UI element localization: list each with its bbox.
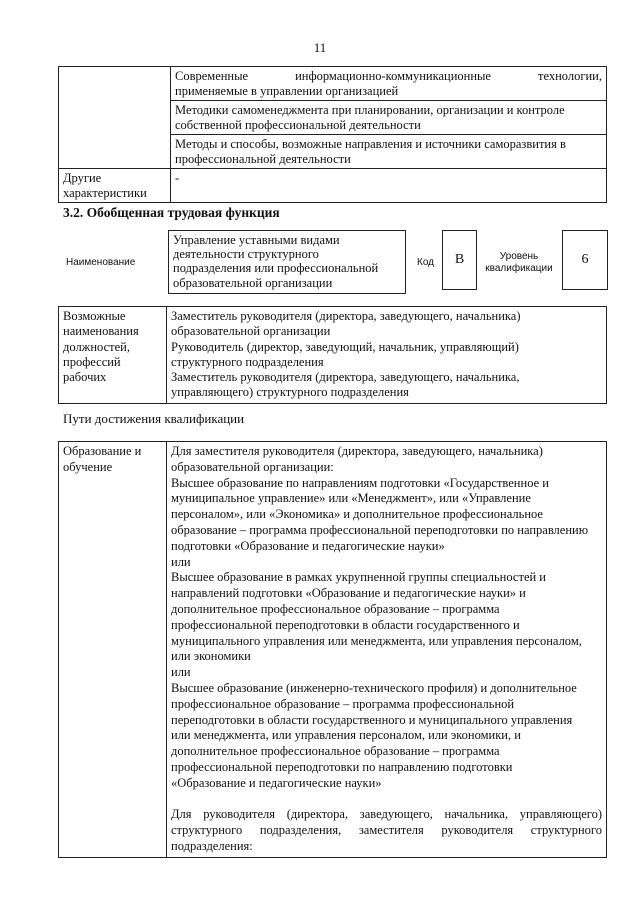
- knowledge-line: собственной профессиональной деятельности: [175, 117, 421, 132]
- education-line: или менеджмента, или управления персоналом, или экономики, и: [171, 728, 521, 743]
- education-line: образование – программа профессиональной переподготовки по направлению: [171, 522, 589, 537]
- knowledge-cell: [171, 67, 607, 101]
- positions-label-line: наименования: [63, 324, 139, 339]
- position-line: Заместитель руководителя (директора, заведующего, начальника): [171, 309, 521, 323]
- education-label-line: обучение: [63, 459, 113, 474]
- positions-label-line: должностей,: [63, 339, 130, 354]
- knowledge-line: Методы и способы, возможные направления и источники саморазвития в: [175, 137, 566, 151]
- education-line: муниципального управления или менеджмента, или управления персоналом,: [171, 633, 582, 648]
- education-line: Высшее образование в рамках укрупненной группы специальностей и: [171, 570, 546, 585]
- education-line: подготовки «Образование и педагогические науки»: [171, 538, 445, 553]
- page-number: 11: [313, 40, 327, 55]
- education-line: структурного подразделения, заместителя руководителя структурного: [171, 823, 602, 838]
- positions-label-line: Возможные: [63, 309, 126, 323]
- education-line: переподготовки в области государственного и муниципального управления: [171, 712, 573, 727]
- education-lines: [171, 444, 602, 792]
- education-label-line: Образование и: [63, 444, 142, 458]
- education-line: подразделения:: [171, 838, 253, 853]
- education-line: профессиональное образование – программа профессиональной: [171, 696, 515, 711]
- education-line: профессиональной переподготовки по направлению подготовки: [171, 759, 513, 774]
- position-line: образовательной организации: [171, 324, 331, 339]
- level-value: 6: [562, 230, 608, 290]
- level-label-line: квалификации: [485, 263, 553, 274]
- knowledge-line: профессиональной деятельности: [175, 151, 351, 166]
- code-value: B: [442, 230, 477, 290]
- table-row: [59, 67, 607, 101]
- education-line: Для заместителя руководителя (директора, заведующего, начальника): [171, 444, 543, 458]
- education-label: [59, 442, 167, 858]
- education-content: [167, 442, 607, 858]
- knowledge-table: [58, 66, 607, 203]
- education-line: направлений подготовки «Образование и педагогические науки» и: [171, 586, 526, 601]
- education-line: образовательной организации:: [171, 459, 334, 474]
- knowledge-cell: [171, 101, 607, 135]
- other-characteristics-value: -: [171, 169, 607, 203]
- section-title: 3.2. Обобщенная трудовая функция: [63, 205, 280, 220]
- education-line: профессиональной переподготовки в области государственного и: [171, 617, 520, 632]
- positions-label: [59, 307, 167, 404]
- education-line: муниципальное управление» или «Менеджмент», или «Управление: [171, 491, 531, 506]
- position-line: Заместитель руководителя (директора, заведующего, начальника,: [171, 370, 520, 385]
- positions-table: [58, 306, 607, 404]
- split-word: информационно-коммуникационные: [295, 69, 491, 83]
- positions-label-line: профессий: [63, 354, 121, 369]
- level-label: [483, 251, 555, 275]
- education-line: «Образование и педагогические науки»: [171, 775, 382, 790]
- knowledge-label-cell: [59, 67, 171, 169]
- education-line: или экономики: [171, 649, 251, 664]
- positions-list: [167, 307, 607, 404]
- split-word: технологии,: [537, 69, 602, 83]
- level-label-line: Уровень: [499, 251, 539, 262]
- knowledge-line: Методики самоменеджмента при планировании, организации и контроле: [175, 103, 565, 117]
- knowledge-line: применяемые в управлении организацией: [175, 83, 399, 98]
- code-label: Код: [417, 257, 435, 268]
- positions-label-line: рабочих: [63, 370, 107, 385]
- split-word: Современные: [175, 69, 249, 83]
- position-line: Руководитель (директор, заведующий, начальник, управляющий): [171, 339, 519, 354]
- table-row: [59, 442, 607, 858]
- table-row: [59, 307, 607, 404]
- other-characteristics-label: Другие характеристики: [59, 169, 171, 203]
- function-name-box: [168, 230, 406, 294]
- education-line: Высшее образование по направлениям подготовки «Государственное и: [171, 475, 549, 490]
- blank-line: [171, 792, 602, 808]
- education-line: Высшее образование (инженерно-технического профиля) и дополнительное: [171, 680, 577, 695]
- paths-title: Пути достижения квалификации: [63, 411, 245, 426]
- function-name-line: подразделения или профессиональной: [173, 261, 379, 276]
- education-line: персоналом», или «Экономика» и дополнительное профессиональное: [171, 507, 543, 522]
- education-line: дополнительное профессиональное образование – программа: [171, 744, 500, 759]
- position-line: структурного подразделения: [171, 354, 324, 369]
- knowledge-line-split: [175, 69, 602, 84]
- education-line: дополнительное профессиональное образование – программа: [171, 601, 500, 616]
- education-line: или: [171, 554, 191, 569]
- name-label: Наименование: [66, 257, 136, 268]
- education-line: Для руководителя (директора, заведующего, начальника, управляющего): [171, 807, 602, 822]
- function-name-line: Управление уставными видами: [173, 233, 340, 247]
- education-line: или: [171, 665, 191, 680]
- education-table: [58, 441, 607, 858]
- position-line: управляющего) структурного подразделения: [171, 385, 409, 400]
- function-name-line: образовательной организации: [173, 275, 333, 290]
- table-row: [59, 169, 607, 203]
- knowledge-cell: [171, 135, 607, 169]
- function-name-line: деятельности структурного: [173, 247, 319, 262]
